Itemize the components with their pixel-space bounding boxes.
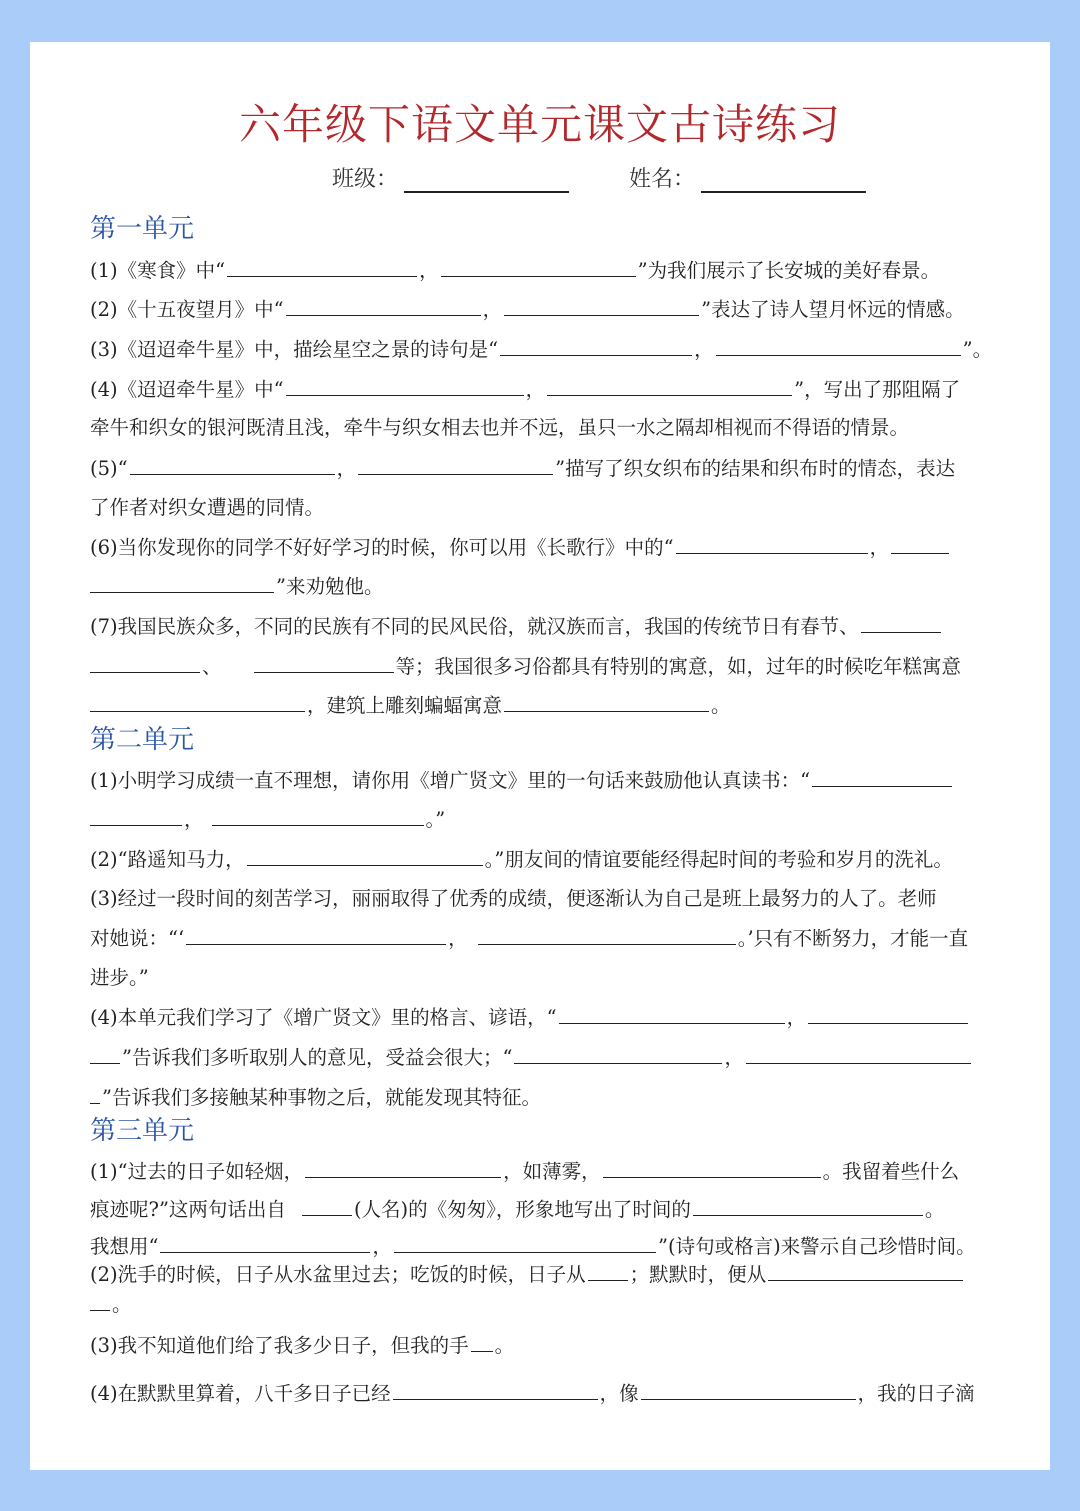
unit-3-line-1: (1)“过去的日子如轻烟， ，如薄雾， 。我留着些什么 bbox=[90, 1157, 995, 1187]
unit-1-line-2: (2)《十五夜望月》中“ ， ”表达了诗人望月怀远的情感。 bbox=[90, 295, 995, 325]
unit-1-line-9: ”来劝勉他。 bbox=[90, 572, 995, 602]
blank[interactable] bbox=[471, 1331, 493, 1352]
blank[interactable] bbox=[768, 1260, 963, 1281]
unit-2-line-1: (1)小明学习成绩一直不理想，请你用《增广贤文》里的一句话来鼓励他认真读书：“ bbox=[90, 766, 995, 796]
blank[interactable] bbox=[861, 612, 941, 633]
blank[interactable] bbox=[693, 1195, 923, 1216]
worksheet bbox=[30, 42, 1050, 1470]
blank[interactable] bbox=[286, 295, 481, 316]
blank[interactable] bbox=[358, 454, 553, 475]
blank[interactable] bbox=[394, 1232, 656, 1253]
unit-3-line-3: 我想用“ ， ”(诗句或格言)来警示自己珍惜时间。 bbox=[90, 1232, 995, 1262]
blank[interactable] bbox=[305, 1157, 501, 1178]
unit-1-line-4: (4)《迢迢牵牛星》中“ ， ”，写出了那阻隔了 bbox=[90, 375, 995, 405]
unit-2-line-7: (4)本单元我们学习了《增广贤文》里的格言、谚语，“ ， bbox=[90, 1003, 995, 1033]
unit-2-heading: 第二单元 bbox=[90, 725, 195, 755]
blank[interactable] bbox=[676, 533, 868, 554]
blank[interactable] bbox=[227, 256, 417, 277]
unit-2-line-6: 进步。” bbox=[90, 966, 149, 989]
blank[interactable] bbox=[812, 766, 952, 787]
blank[interactable] bbox=[90, 1083, 100, 1104]
blank[interactable] bbox=[500, 335, 692, 356]
name-blank[interactable] bbox=[701, 167, 866, 193]
unit-3-line-5: 。 bbox=[90, 1290, 995, 1320]
unit-2-line-4: (3)经过一段时间的刻苦学习，丽丽取得了优秀的成绩，便逐渐认为自己是班上最努力的人了。老师 bbox=[90, 887, 937, 910]
unit-1-line-12: ，建筑上雕刻蝙蝠寓意 。 bbox=[90, 691, 995, 721]
unit-1-line-1: (1)《寒食》中“ ， ”为我们展示了长安城的美好春景。 bbox=[90, 256, 995, 286]
unit-2-line-9: ”告诉我们多接触某种事物之后，就能发现其特征。 bbox=[90, 1083, 995, 1113]
blank[interactable] bbox=[302, 1195, 352, 1216]
blank[interactable] bbox=[588, 1260, 628, 1281]
blank[interactable] bbox=[559, 1003, 785, 1024]
unit-3-line-7: (4)在默默里算着，八千多日子已经 ，像 ，我的日子滴 bbox=[90, 1379, 995, 1409]
blank[interactable] bbox=[441, 256, 636, 277]
blank[interactable] bbox=[504, 691, 709, 712]
blank[interactable] bbox=[891, 533, 949, 554]
unit-2-line-2: ， 。” bbox=[90, 805, 995, 835]
blank[interactable] bbox=[90, 652, 200, 673]
unit-1-line-7: 了作者对织女遭遇的同情。 bbox=[90, 496, 325, 519]
blank[interactable] bbox=[212, 805, 424, 826]
class-label: 班级： bbox=[332, 167, 399, 192]
blank[interactable] bbox=[90, 805, 182, 826]
unit-1-line-3: (3)《迢迢牵牛星》中，描绘星空之景的诗句是“ ， ”。 bbox=[90, 335, 995, 365]
unit-3-heading: 第三单元 bbox=[90, 1116, 195, 1146]
class-blank[interactable] bbox=[404, 167, 569, 193]
blank[interactable] bbox=[746, 1043, 971, 1064]
blank[interactable] bbox=[514, 1043, 722, 1064]
unit-1-heading: 第一单元 bbox=[90, 214, 195, 244]
blank[interactable] bbox=[130, 454, 335, 475]
blank[interactable] bbox=[160, 1232, 370, 1253]
blank[interactable] bbox=[641, 1379, 856, 1400]
unit-3-line-4: (2)洗手的时候，日子从水盆里过去；吃饭的时候，日子从 ；默默时，便从 bbox=[90, 1260, 995, 1290]
page-title: 六年级下语文单元课文古诗练习 bbox=[238, 100, 841, 149]
blank[interactable] bbox=[504, 295, 699, 316]
blank[interactable] bbox=[90, 572, 274, 593]
blank[interactable] bbox=[716, 335, 961, 356]
blank[interactable] bbox=[603, 1157, 821, 1178]
blank[interactable] bbox=[90, 1043, 120, 1064]
name-row bbox=[332, 162, 866, 193]
unit-2-line-8: ”告诉我们多听取别人的意见，受益会很大；“ ， bbox=[90, 1043, 995, 1073]
blank[interactable] bbox=[286, 375, 524, 396]
unit-1-line-5: 牵牛和织女的银河既清且浅，牵牛与织女相去也并不远，虽只一水之隔却相视而不得语的情景。 bbox=[90, 416, 910, 439]
unit-3-line-2: 痕迹呢?”这两句话出自 (人名)的《匆匆》，形象地写出了时间的 。 bbox=[90, 1195, 995, 1225]
unit-1-line-6: (5)“ ， ”描写了织女织布的结果和织布时的情态，表达 bbox=[90, 454, 995, 484]
unit-2-line-3: (2)“路遥知马力， 。”朋友间的情谊要能经得起时间的考验和岁月的洗礼。 bbox=[90, 845, 995, 875]
blank[interactable] bbox=[247, 845, 483, 866]
blank[interactable] bbox=[186, 924, 446, 945]
name-label: 姓名： bbox=[629, 167, 696, 192]
unit-1-line-8: (6)当你发现你的同学不好好学习的时候，你可以用《长歌行》中的“ ， bbox=[90, 533, 995, 563]
blank[interactable] bbox=[90, 1290, 110, 1311]
blank[interactable] bbox=[478, 924, 736, 945]
unit-1-line-10: (7)我国民族众多，不同的民族有不同的民风民俗，就汉族而言，我国的传统节日有春节、 bbox=[90, 612, 995, 642]
blank[interactable] bbox=[254, 652, 394, 673]
blank[interactable] bbox=[808, 1003, 968, 1024]
unit-2-line-5: 对她说：“‘ ， 。’只有不断努力，才能一直 bbox=[90, 924, 995, 954]
blank[interactable] bbox=[393, 1379, 598, 1400]
blank[interactable] bbox=[90, 691, 305, 712]
unit-1-line-11: 、 等；我国很多习俗都具有特别的寓意，如，过年的时候吃年糕寓意 bbox=[90, 652, 995, 682]
unit-3-line-6: (3)我不知道他们给了我多少日子，但我的手 。 bbox=[90, 1331, 995, 1361]
blank[interactable] bbox=[547, 375, 792, 396]
